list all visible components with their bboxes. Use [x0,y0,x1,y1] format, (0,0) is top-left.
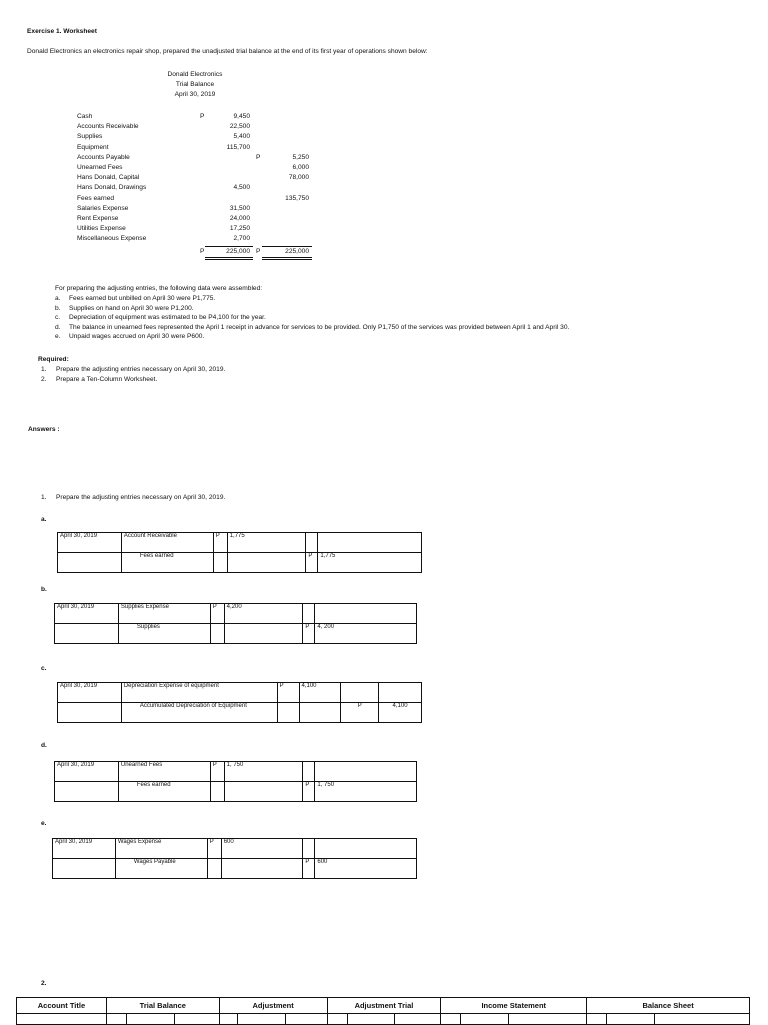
journal-credit-row [55,624,417,644]
debit-sign: P [207,839,221,859]
empty-cell [607,1014,655,1025]
tb-credit-double-2 [262,259,312,260]
credit-sign: P [303,782,315,802]
empty-cell [441,1014,461,1025]
required-item-2: Prepare a Ten-Column Worksheet. [56,376,158,383]
journal-credit-row [58,703,422,723]
empty-cell [587,1014,607,1025]
tb-date: April 30, 2019 [174,91,216,98]
tb-debit-sign: P [200,113,205,120]
worksheet-subheader-row [17,1014,750,1025]
tb-account-name: Cash [77,113,93,120]
adjusting-item-text: Depreciation of equipment was estimated to be P4,100 for the year. [69,314,266,322]
empty-cell [224,782,303,802]
entry-b-letter: b. [41,586,47,593]
debit-amount: 4,100 [299,683,341,703]
tb-company: Donald Electronics [167,71,223,78]
empty-cell [126,1014,174,1025]
tb-debit-amount: 2,700 [233,235,250,243]
tb-credit-amount: 6,000 [292,164,309,171]
journal-debit-row [55,762,417,782]
tb-debit-amount: 4,500 [233,184,250,192]
empty-cell [461,1014,509,1025]
ws-col-account-title: Account Title [17,998,107,1014]
adjusting-item-letter: e. [55,333,61,341]
journal-credit-row [55,782,417,802]
debit-amount: 600 [221,839,303,859]
empty-cell [227,553,306,573]
empty-cell [174,1014,219,1025]
entry-date: April 30, 2019 [58,683,122,703]
worksheet-header-row [17,998,750,1014]
credit-account: Fees earned [121,553,213,573]
empty-cell [58,553,122,573]
journal-debit-row [58,533,422,553]
debit-sign: P [210,604,224,624]
credit-amount: 600 [315,859,417,879]
empty-cell [303,839,315,859]
entry-date: April 30, 2019 [53,839,116,859]
empty-cell [210,624,224,644]
tb-credit-sign: P [256,153,261,161]
empty-cell [17,1014,107,1025]
empty-cell [315,839,417,859]
journal-entry-a [57,532,422,573]
empty-cell [318,533,422,553]
tb-credit-underline [262,246,312,247]
tb-debit-amount: 5,400 [233,133,250,141]
credit-amount: 1, 750 [315,782,417,802]
entry-date: April 30, 2019 [55,762,119,782]
tb-credit-double-1 [262,257,312,258]
tb-total-debit-sign: P [200,248,205,255]
tb-account-name: Utilities Expense [77,225,126,233]
credit-sign: P [303,859,315,879]
empty-cell [303,762,315,782]
empty-cell [306,533,318,553]
journal-entry-d [54,761,417,802]
adjusting-intro: For preparing the adjusting entries, the following data were assembled: [55,285,263,292]
ws-col-adjustment-trial: Adjustment Trial [327,998,441,1014]
required-num-2: 2. [41,376,47,383]
tb-account-name: Accounts Receivable [77,123,139,131]
empty-cell [219,1014,237,1025]
tb-account-name: Unearned Fees [77,164,123,171]
entry-date: April 30, 2019 [58,533,122,553]
empty-cell [285,1014,327,1025]
empty-cell [55,782,119,802]
journal-credit-row [53,859,417,879]
credit-account: Fees earned [118,782,210,802]
tb-debit-amount: 115,700 [226,143,250,151]
credit-amount: 4,100 [379,703,422,723]
required-item-1: Prepare the adjusting entries necessary on April 30, 2019. [56,366,226,373]
journal-entry-e [52,838,417,879]
tb-account-name: Accounts Payable [77,153,130,161]
document-title: Exercise 1. Worksheet [27,28,97,35]
adjusting-item-text: Supplies on hand on April 30 were P1,200. [69,304,194,312]
empty-cell [655,1014,750,1025]
tb-credit-amount: 78,000 [288,174,309,182]
empty-cell [299,703,341,723]
tb-debit-underline [205,246,253,247]
tb-account-name: Rent Expense [77,215,119,222]
empty-cell [221,859,303,879]
tb-account-name: Supplies [77,133,103,141]
credit-amount: 1,775 [318,553,422,573]
entry-d-letter: d. [41,742,47,749]
empty-cell [347,1014,395,1025]
tb-account-name: Hans Donald, Drawings [77,184,147,192]
journal-debit-row [55,604,417,624]
journal-debit-row [58,683,422,703]
ten-column-worksheet [16,997,750,1025]
debit-amount: 4,200 [224,604,303,624]
required-label: Required: [38,356,69,363]
debit-account: Depreciation Expense of equipment [121,683,277,703]
empty-cell [277,703,299,723]
empty-cell [207,859,221,879]
ws-col-adjustment: Adjustment [219,998,327,1014]
empty-cell [395,1014,441,1025]
tb-account-name: Salaries Expense [77,204,129,212]
tb-account-name: Fees earned [77,194,115,202]
empty-cell [224,624,303,644]
empty-cell [53,859,116,879]
tb-debit-amount: 22,500 [229,123,250,131]
journal-debit-row [53,839,417,859]
ws-col-trial-balance: Trial Balance [106,998,219,1014]
adjusting-item-letter: d. [55,323,61,331]
journal-entry-b [54,603,417,644]
tb-debit-amount: 17,250 [229,225,250,233]
empty-cell [210,782,224,802]
entry-c-letter: c. [41,665,47,672]
debit-account: Wages Expense [115,839,207,859]
empty-cell [213,553,227,573]
adjusting-item-text: Fees earned but unbilled on April 30 were P1,775. [69,295,216,302]
tb-debit-amount: 24,000 [229,215,250,222]
debit-sign: P [210,762,224,782]
ws-col-balance-sheet: Balance Sheet [587,998,750,1014]
debit-amount: 1,775 [227,533,306,553]
entry-e-letter: e. [41,820,47,827]
tb-account-name: Hans Donald, Capital [77,174,140,182]
adjusting-item-text: Unpaid wages accrued on April 30 were P600. [69,333,205,341]
tb-credit-amount: 5,250 [292,153,309,161]
tb-debit-amount: 31,500 [229,204,250,212]
ws-col-income-statement: Income Statement [441,998,587,1014]
credit-sign: P [303,624,315,644]
required-num-1: 1. [41,366,47,373]
debit-account: Unearned Fees [118,762,210,782]
tb-account-name: Equipment [77,143,109,151]
tb-total-credit: 225,000 [285,248,309,255]
empty-cell [237,1014,285,1025]
debit-account: Account Receivable [121,533,213,553]
q2-num: 2. [41,980,47,987]
debit-account: Supplies Expense [118,604,210,624]
debit-sign: P [277,683,299,703]
credit-account: Wages Payable [115,859,207,879]
tb-debit-double-1 [205,257,253,258]
empty-cell [327,1014,347,1025]
entry-a-letter: a. [41,516,47,523]
adjusting-item-text: The balance in unearned fees represented the April 1 receipt in advance for services to be provided. Only P1,750 of the services was provided between April 1 and April 30. [69,323,570,331]
empty-cell [303,604,315,624]
tb-total-debit: 225,000 [226,248,250,255]
credit-amount: 4, 200 [315,624,417,644]
credit-account: Supplies [118,624,210,644]
tb-total-credit-sign: P [256,248,261,255]
empty-cell [379,683,422,703]
empty-cell [58,703,122,723]
empty-cell [315,762,417,782]
journal-credit-row [58,553,422,573]
debit-sign: P [213,533,227,553]
tb-debit-amount: 9,450 [233,113,250,120]
empty-cell [315,604,417,624]
adjusting-item-letter: b. [55,304,61,312]
tb-title: Trial Balance [175,81,215,88]
tb-account-name: Miscellaneous Expense [77,235,147,243]
empty-cell [55,624,119,644]
adjusting-item-letter: a. [55,295,61,302]
empty-cell [341,683,379,703]
debit-amount: 1, 750 [224,762,303,782]
entry-date: April 30, 2019 [55,604,119,624]
answers-label: Answers : [28,426,60,433]
empty-cell [509,1014,587,1025]
adjusting-item-letter: c. [55,314,61,322]
tb-debit-double-2 [205,259,253,260]
tb-credit-amount: 135,750 [285,194,309,202]
credit-sign: P [306,553,318,573]
credit-account: Accumulated Depreciation of Equipment [121,703,277,723]
q1-num: 1. [41,494,47,501]
journal-entry-c [57,682,422,723]
intro-text: Donald Electronics an electronics repair shop, prepared the unadjusted trial balance at the end of its first year of operations shown below: [27,48,428,55]
credit-sign: P [341,703,379,723]
q1-text: Prepare the adjusting entries necessary on April 30, 2019. [56,494,226,501]
empty-cell [106,1014,126,1025]
